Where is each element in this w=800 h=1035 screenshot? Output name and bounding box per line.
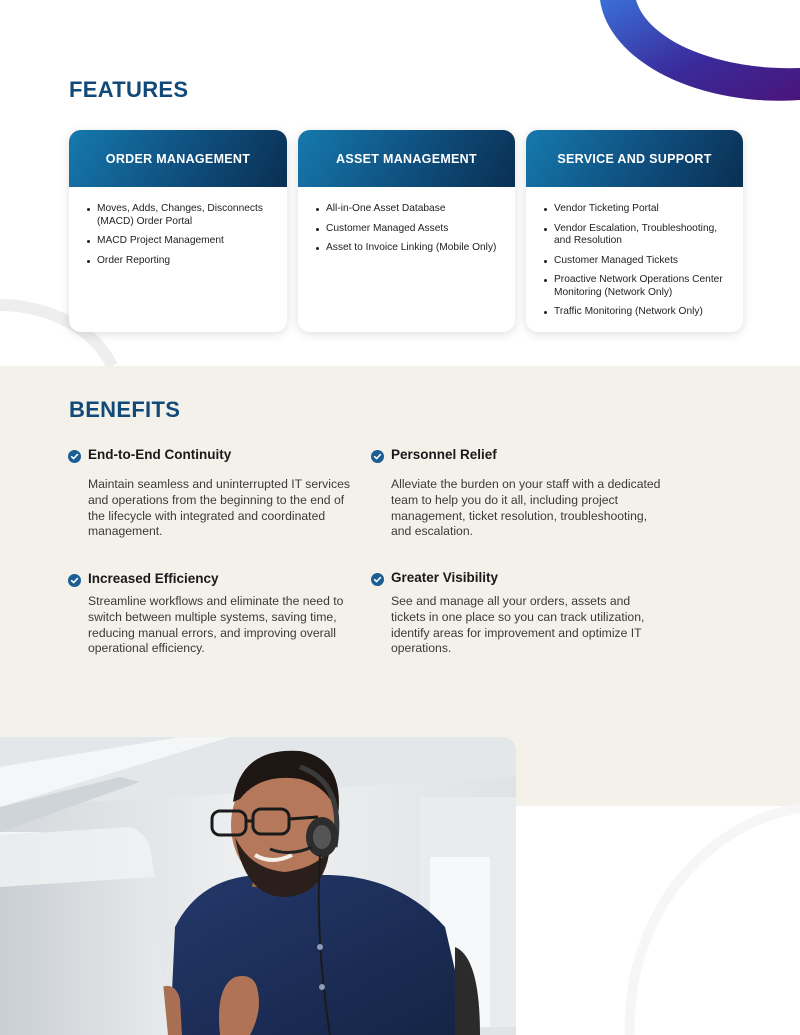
check-circle-icon (68, 450, 81, 463)
benefit-title: End-to-End Continuity (88, 447, 232, 462)
feature-card-service-and-support (526, 130, 743, 332)
list-item: Customer Managed Assets (326, 223, 501, 236)
benefit-increased-efficiency (88, 571, 358, 657)
list-item: Asset to Invoice Linking (Mobile Only) (326, 242, 501, 255)
list-item: Moves, Adds, Changes, Disconnects (MACD) Order Portal (97, 203, 273, 228)
benefit-text: Alleviate the burden on your staff with a dedicated team to help you do it all, including project management, ticket resolution, troubleshooting, and escalation. (391, 477, 661, 539)
list-item: Traffic Monitoring (Network Only) (554, 306, 729, 319)
benefit-text: Streamline workflows and eliminate the need to switch between multiple systems, saving time, reducing manual errors, and improving overall operational efficiency. (88, 594, 344, 656)
support-agent-illustration (0, 737, 516, 1035)
check-circle-icon (371, 450, 384, 463)
support-agent-photo (0, 737, 516, 1035)
benefit-title: Greater Visibility (391, 570, 499, 585)
benefit-greater-visibility (391, 570, 661, 657)
benefit-end-to-end-continuity (88, 447, 358, 540)
list-item: Vendor Escalation, Troubleshooting, and Resolution (554, 223, 729, 248)
feature-card-title: SERVICE AND SUPPORT (526, 130, 743, 187)
list-item: Customer Managed Tickets (554, 255, 729, 268)
list-item: Proactive Network Operations Center Monitoring (Network Only) (554, 274, 729, 299)
feature-card-order-management (69, 130, 287, 332)
benefits-heading: BENEFITS (69, 397, 181, 422)
list-item: MACD Project Management (97, 235, 273, 248)
check-circle-icon (371, 573, 384, 586)
list-item: Vendor Ticketing Portal (554, 203, 729, 216)
list-item: All-in-One Asset Database (326, 203, 501, 216)
benefit-title: Personnel Relief (391, 447, 497, 462)
feature-list (69, 187, 287, 267)
feature-list (298, 187, 515, 255)
list-item: Order Reporting (97, 255, 273, 268)
feature-card-title: ORDER MANAGEMENT (69, 130, 287, 187)
feature-list (526, 187, 743, 319)
features-heading: FEATURES (69, 77, 189, 102)
feature-card-title: ASSET MANAGEMENT (298, 130, 515, 187)
benefit-title: Increased Efficiency (88, 571, 219, 586)
feature-card-asset-management (298, 130, 515, 332)
benefit-text: See and manage all your orders, assets and tickets in one place so you can track utilization, identify areas for improvement and optimize IT operations. (391, 594, 645, 656)
benefit-personnel-relief (391, 447, 661, 540)
check-circle-icon (68, 574, 81, 587)
benefit-text: Maintain seamless and uninterrupted IT services and operations from the beginning to the end of the lifecycle with integrated and coordinated management. (88, 477, 350, 539)
